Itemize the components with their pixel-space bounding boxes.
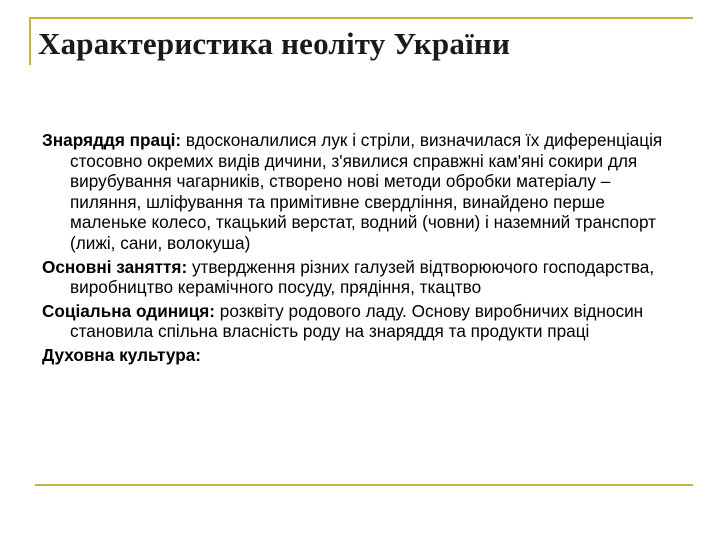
paragraph-label: Соціальна одиниця: (42, 300, 216, 321)
paragraph-label: Духовна культура: (42, 344, 202, 365)
bottom-rule (35, 484, 693, 486)
slide-body (42, 130, 682, 369)
left-rule (29, 17, 31, 65)
paragraph-label: Знаряддя праці: (42, 130, 182, 150)
paragraph-spiritual-culture (42, 345, 682, 366)
top-rule (29, 17, 693, 19)
slide-title: Характеристика неоліту України (38, 26, 510, 61)
paragraph-label: Основні заняття: (42, 256, 188, 277)
paragraph-social-unit (42, 301, 682, 342)
paragraph-text: утвердження різних галузей відтворюючого господарства, виробництво керамічного посуду, прядіння, ткацтво (70, 256, 655, 298)
paragraph-tools (42, 130, 682, 254)
paragraph-text: розквіту родового ладу. Основу виробничих відносин становила спільна власність роду на знаряддя та продукти праці (70, 300, 644, 342)
paragraph-occupations (42, 257, 682, 298)
paragraph-text: вдосконалилися лук і стріли, визначилася їх диференціація стосовно окремих видів дичини, з'явилися справжні кам'яні сокири для вирубування чагарників, створено нові методи обробки матеріалу – пиляння, шліфування та примітивне свердління, винайдено перше маленьке колесо, ткацький верстат, водний (човни) і наземний транспорт (лижі, сани, волокуша) (70, 130, 663, 253)
